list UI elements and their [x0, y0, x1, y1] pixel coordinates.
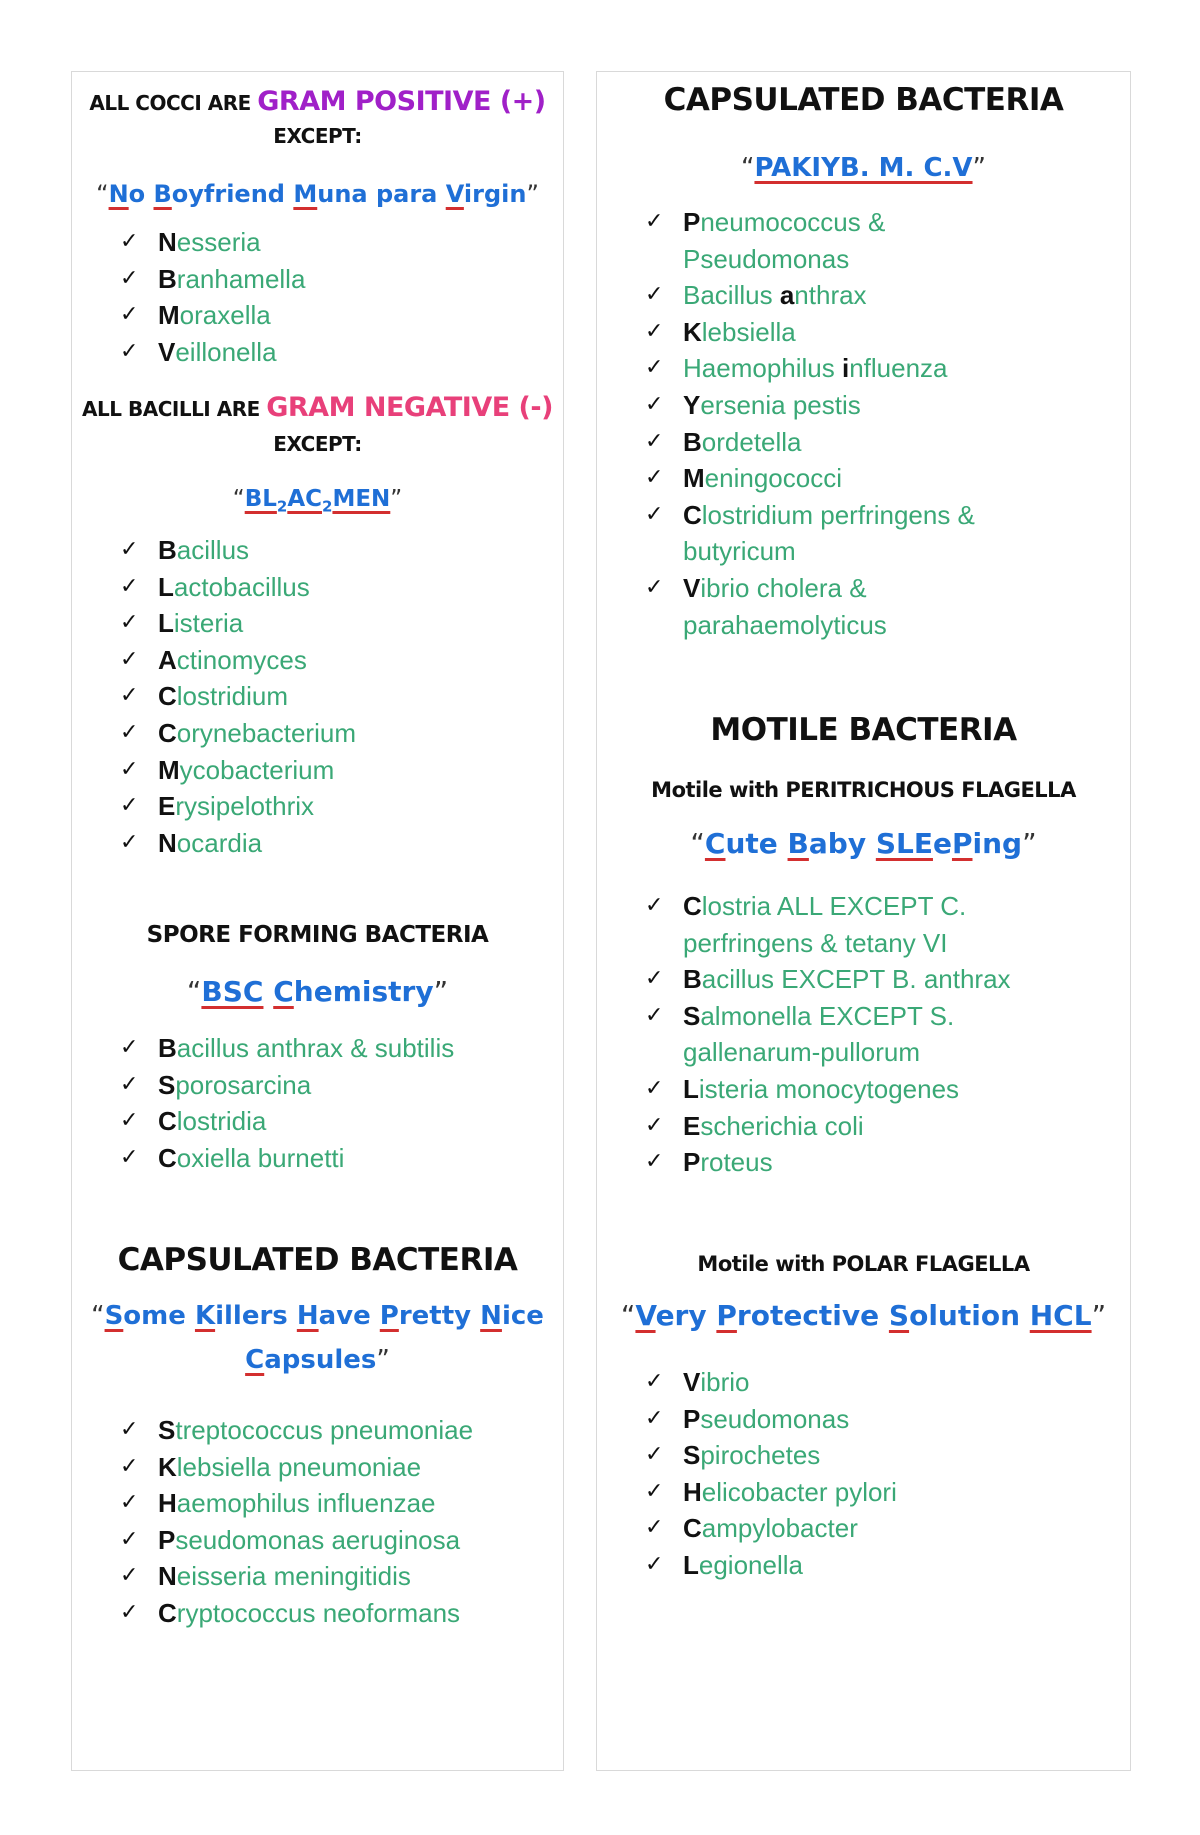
item-text: lostridium: [176, 681, 289, 712]
capsulated-mnemonic-right-text: PAKIYB. M. C.V: [754, 153, 973, 183]
item-text: eisseria meningitidis: [176, 1561, 411, 1592]
item-initial: V: [158, 336, 176, 367]
item-initial: K: [158, 1451, 177, 1482]
checkmark-icon: ✓: [645, 1369, 664, 1394]
list-item: [645, 607, 975, 644]
checkmark-icon: ✓: [645, 465, 664, 491]
checkmark-icon: ✓: [120, 302, 139, 328]
peritrichous-list: [645, 888, 1011, 1181]
item-text: parahaemolyticus: [683, 609, 887, 640]
item-initial: C: [158, 681, 177, 712]
list-item: [120, 334, 305, 371]
gram-negative-accent: GRAM NEGATIVE (-): [266, 392, 553, 423]
list-item: [645, 570, 975, 607]
item-text: egionella: [698, 1549, 803, 1580]
left-panel: [71, 71, 564, 1771]
gram-negative-mnemonic: “$BL_2AC_2MEN$”: [232, 486, 403, 516]
list-item: [120, 1449, 473, 1486]
item-text: ryptococcus neoformans: [176, 1597, 461, 1628]
item-initial: M: [683, 463, 705, 494]
checkmark-icon: ✓: [645, 501, 664, 527]
list-item: [120, 605, 356, 642]
item-initial: S: [158, 1069, 176, 1100]
checkmark-icon: ✓: [120, 1071, 139, 1097]
spore-list: [120, 1030, 454, 1176]
item-text: treptococcus pneumoniae: [175, 1415, 474, 1445]
item-text: lebsiella pneumoniae: [176, 1451, 422, 1482]
item-initial: S: [683, 1000, 701, 1031]
list-item: [645, 204, 975, 241]
item-initial: B: [158, 263, 177, 294]
list-item: [120, 1595, 473, 1632]
item-text: lostridia: [176, 1106, 267, 1137]
checkmark-icon: ✓: [120, 265, 139, 291]
item-text: gallenarum-pullorum: [683, 1037, 920, 1068]
item-initial: B: [683, 964, 702, 995]
polar-subtitle: Motile with POLAR FLAGELLA: [697, 1252, 1030, 1276]
checkmark-icon: ✓: [120, 756, 139, 782]
list-item: [645, 1108, 1011, 1145]
item-highlight: a: [779, 280, 795, 311]
item-initial: B: [158, 1033, 177, 1063]
motile-title: MOTILE BACTERIA: [710, 712, 1017, 748]
item-initial: N: [158, 1561, 177, 1592]
item-text-tail: nthrax: [794, 280, 867, 311]
list-item: [645, 460, 975, 497]
list-item: [120, 715, 356, 752]
list-item: [645, 961, 1011, 998]
item-initial: P: [683, 1147, 701, 1178]
item-text: elicobacter pylori: [701, 1476, 897, 1507]
polar-list: [645, 1364, 897, 1584]
item-text: ampylobacter: [701, 1513, 858, 1544]
checkmark-icon: ✓: [120, 829, 139, 855]
peritrichous-mnemonic: “Cute Baby SLEePing”: [690, 827, 1037, 860]
list-item: [120, 1522, 473, 1559]
list-item: [645, 241, 975, 278]
spore-title: SPORE FORMING BACTERIA: [146, 922, 489, 948]
list-item: [645, 277, 975, 314]
list-item: [120, 1140, 454, 1177]
item-initial: C: [158, 717, 177, 748]
list-item: [120, 788, 356, 825]
list-item: [645, 497, 975, 534]
item-text: ctinomyces: [176, 644, 307, 675]
checkmark-icon: ✓: [120, 1490, 139, 1516]
item-text: porosarcina: [175, 1069, 312, 1100]
checkmark-icon: ✓: [120, 338, 139, 364]
item-text: isteria: [173, 608, 244, 639]
item-text: seudomonas: [700, 1403, 850, 1434]
checkmark-icon: ✓: [645, 428, 664, 454]
item-text: acillus: [176, 535, 250, 565]
list-item: [120, 1067, 454, 1104]
item-initial: S: [683, 1440, 701, 1471]
list-item: [120, 642, 356, 679]
list-item: [645, 1510, 897, 1547]
checkmark-icon: ✓: [120, 683, 139, 709]
item-text: seudomonas aeruginosa: [175, 1524, 461, 1555]
checkmark-icon: ✓: [120, 573, 139, 599]
list-item: [120, 261, 305, 298]
item-text: pirochetes: [700, 1440, 821, 1471]
item-text: oraxella: [179, 300, 271, 331]
item-initial: L: [683, 1073, 699, 1104]
checkmark-icon: ✓: [645, 318, 664, 344]
item-text: roteus: [700, 1147, 773, 1178]
checkmark-icon: ✓: [120, 1144, 139, 1170]
checkmark-icon: ✓: [645, 282, 664, 308]
gram-negative-prefix: ALL BACILLI ARE: [82, 397, 260, 421]
item-text: rysipelothrix: [175, 791, 315, 822]
item-initial: V: [683, 572, 701, 603]
item-text: isteria monocytogenes: [698, 1073, 960, 1104]
item-initial: B: [158, 535, 177, 565]
list-item: [120, 569, 356, 606]
item-initial: A: [158, 644, 177, 675]
item-text: eillonella: [175, 336, 277, 367]
capsulated-title-right: CAPSULATED BACTERIA: [663, 82, 1064, 118]
list-item: [120, 1485, 473, 1522]
item-text: lebsiella: [701, 316, 796, 347]
item-initial: C: [683, 1513, 702, 1544]
item-initial: N: [158, 827, 177, 858]
list-item: [645, 1547, 897, 1584]
item-text: lostridium perfringens &: [701, 499, 975, 530]
checkmark-icon: ✓: [645, 1442, 664, 1468]
list-item: [645, 1364, 897, 1401]
item-text: ocardia: [176, 827, 263, 858]
checkmark-icon: ✓: [120, 719, 139, 745]
checkmark-icon: ✓: [645, 391, 664, 417]
gram-positive-accent: GRAM POSITIVE (+): [257, 86, 546, 117]
item-text: perfringens & tetany VI: [683, 927, 948, 958]
gram-positive-prefix: ALL COCCI ARE: [89, 91, 251, 115]
checkmark-icon: ✓: [645, 1149, 664, 1175]
item-initial: C: [158, 1597, 177, 1628]
item-initial: Y: [683, 389, 701, 420]
item-initial: M: [158, 300, 180, 331]
list-item: [120, 1030, 454, 1067]
item-text: butyricum: [683, 536, 796, 567]
item-initial: L: [683, 1549, 699, 1580]
item-initial: L: [158, 608, 174, 639]
item-initial: C: [158, 1142, 177, 1173]
item-text: ordetella: [701, 426, 802, 457]
item-initial: V: [683, 1367, 701, 1397]
checkmark-icon: ✓: [120, 1526, 139, 1552]
list-item: [645, 424, 975, 461]
item-initial: P: [683, 1403, 701, 1434]
checkmark-icon: ✓: [645, 1112, 664, 1138]
capsulated-list-right: [645, 204, 975, 643]
item-text: esseria: [176, 227, 261, 257]
item-initial: M: [158, 754, 180, 785]
item-initial: H: [683, 1476, 702, 1507]
item-text: acillus anthrax & subtilis: [176, 1033, 455, 1063]
item-initial: H: [158, 1488, 177, 1519]
checkmark-icon: ✓: [645, 355, 664, 381]
item-initial: P: [683, 207, 701, 237]
item-initial: N: [158, 227, 177, 257]
item-initial: P: [158, 1524, 176, 1555]
list-item: [645, 888, 1011, 925]
checkmark-icon: ✓: [645, 1002, 664, 1028]
checkmark-icon: ✓: [120, 793, 139, 819]
item-initial: E: [683, 1110, 701, 1141]
gram-positive-except: EXCEPT:: [273, 124, 362, 148]
item-initial: K: [683, 316, 702, 347]
item-text: lostria ALL EXCEPT C.: [701, 891, 967, 921]
item-text: orynebacterium: [176, 717, 356, 748]
list-item: [120, 752, 356, 789]
item-initial: C: [158, 1106, 177, 1137]
checkmark-icon: ✓: [645, 893, 664, 918]
item-text: aemophilus influenzae: [176, 1488, 436, 1519]
checkmark-icon: ✓: [120, 646, 139, 672]
checkmark-icon: ✓: [120, 1453, 139, 1479]
item-text: Pseudomonas: [683, 243, 850, 274]
item-initial: B: [683, 426, 702, 457]
item-text: ibrio: [700, 1367, 750, 1397]
capsulated-mnemonic-left: “Some Killers Have Pretty Nice Capsules”: [91, 1301, 544, 1375]
list-item: [645, 1071, 1011, 1108]
checkmark-icon: ✓: [120, 1417, 139, 1442]
list-item: [645, 533, 975, 570]
item-text: ranhamella: [176, 263, 306, 294]
item-initial: L: [158, 571, 174, 602]
list-item: [645, 1034, 1011, 1071]
list-item: [645, 387, 975, 424]
checkmark-icon: ✓: [645, 1478, 664, 1504]
capsulated-mnemonic-right: “PAKIYB. M. C.V”: [740, 153, 987, 183]
checkmark-icon: ✓: [645, 1515, 664, 1541]
item-text: ersenia pestis: [700, 389, 861, 420]
gram-negative-except: EXCEPT:: [273, 432, 362, 456]
item-initial: E: [158, 791, 176, 822]
list-item: [120, 532, 356, 569]
checkmark-icon: ✓: [120, 1035, 139, 1060]
item-initial: C: [683, 499, 702, 530]
checkmark-icon: ✓: [120, 1599, 139, 1625]
peritrichous-subtitle: Motile with PERITRICHOUS FLAGELLA: [651, 778, 1076, 802]
checkmark-icon: ✓: [645, 966, 664, 992]
capsulated-title-left: CAPSULATED BACTERIA: [117, 1242, 518, 1278]
list-item: [120, 1103, 454, 1140]
item-text-tail: nfluenza: [849, 353, 948, 384]
checkmark-icon: ✓: [120, 537, 139, 562]
capsulated-list-left: [120, 1412, 473, 1632]
polar-mnemonic: “Very Protective Solution HCL”: [620, 1299, 1107, 1332]
checkmark-icon: ✓: [645, 1551, 664, 1577]
item-text: Haemophilus: [683, 353, 842, 384]
list-item: [645, 1144, 1011, 1181]
right-panel: [596, 71, 1131, 1771]
checkmark-icon: ✓: [645, 574, 664, 600]
spore-mnemonic: “BSC Chemistry”: [186, 975, 449, 1008]
item-text: almonella EXCEPT S.: [700, 1000, 955, 1031]
list-item: [645, 998, 1011, 1035]
list-item: [645, 314, 975, 351]
item-text: eningococci: [704, 463, 842, 494]
gram-negative-list: [120, 532, 356, 861]
gram-negative-heading: [72, 392, 563, 423]
list-item: [645, 1401, 897, 1438]
item-text: ibrio cholera &: [700, 572, 867, 603]
item-text: oxiella burnetti: [176, 1142, 345, 1173]
gram-positive-mnemonic: “No Boyfriend Muna para Virgin”: [96, 180, 539, 208]
list-item: [120, 224, 305, 261]
list-item: [120, 825, 356, 862]
checkmark-icon: ✓: [120, 229, 139, 254]
list-item: [120, 678, 356, 715]
checkmark-icon: ✓: [120, 1563, 139, 1589]
item-text: scherichia coli: [700, 1110, 864, 1141]
item-text: ycobacterium: [179, 754, 335, 785]
list-item: [645, 1474, 897, 1511]
item-initial: S: [158, 1415, 176, 1445]
item-highlight: i: [841, 353, 850, 384]
list-item: [645, 925, 1011, 962]
checkmark-icon: ✓: [645, 1405, 664, 1431]
checkmark-icon: ✓: [645, 1075, 664, 1101]
item-text: neumococcus &: [700, 207, 886, 237]
list-item: [120, 297, 305, 334]
item-text: acillus EXCEPT B. anthrax: [701, 964, 1011, 995]
checkmark-icon: ✓: [645, 209, 664, 234]
item-text: actobacillus: [173, 571, 310, 602]
list-item: [645, 350, 975, 387]
item-text: Bacillus: [683, 280, 780, 311]
item-initial: C: [683, 891, 702, 921]
list-item: [645, 1437, 897, 1474]
checkmark-icon: ✓: [120, 610, 139, 636]
list-item: [120, 1412, 473, 1449]
gram-positive-heading: [72, 86, 563, 117]
checkmark-icon: ✓: [120, 1108, 139, 1134]
list-item: [120, 1558, 473, 1595]
gram-positive-list: [120, 224, 305, 370]
